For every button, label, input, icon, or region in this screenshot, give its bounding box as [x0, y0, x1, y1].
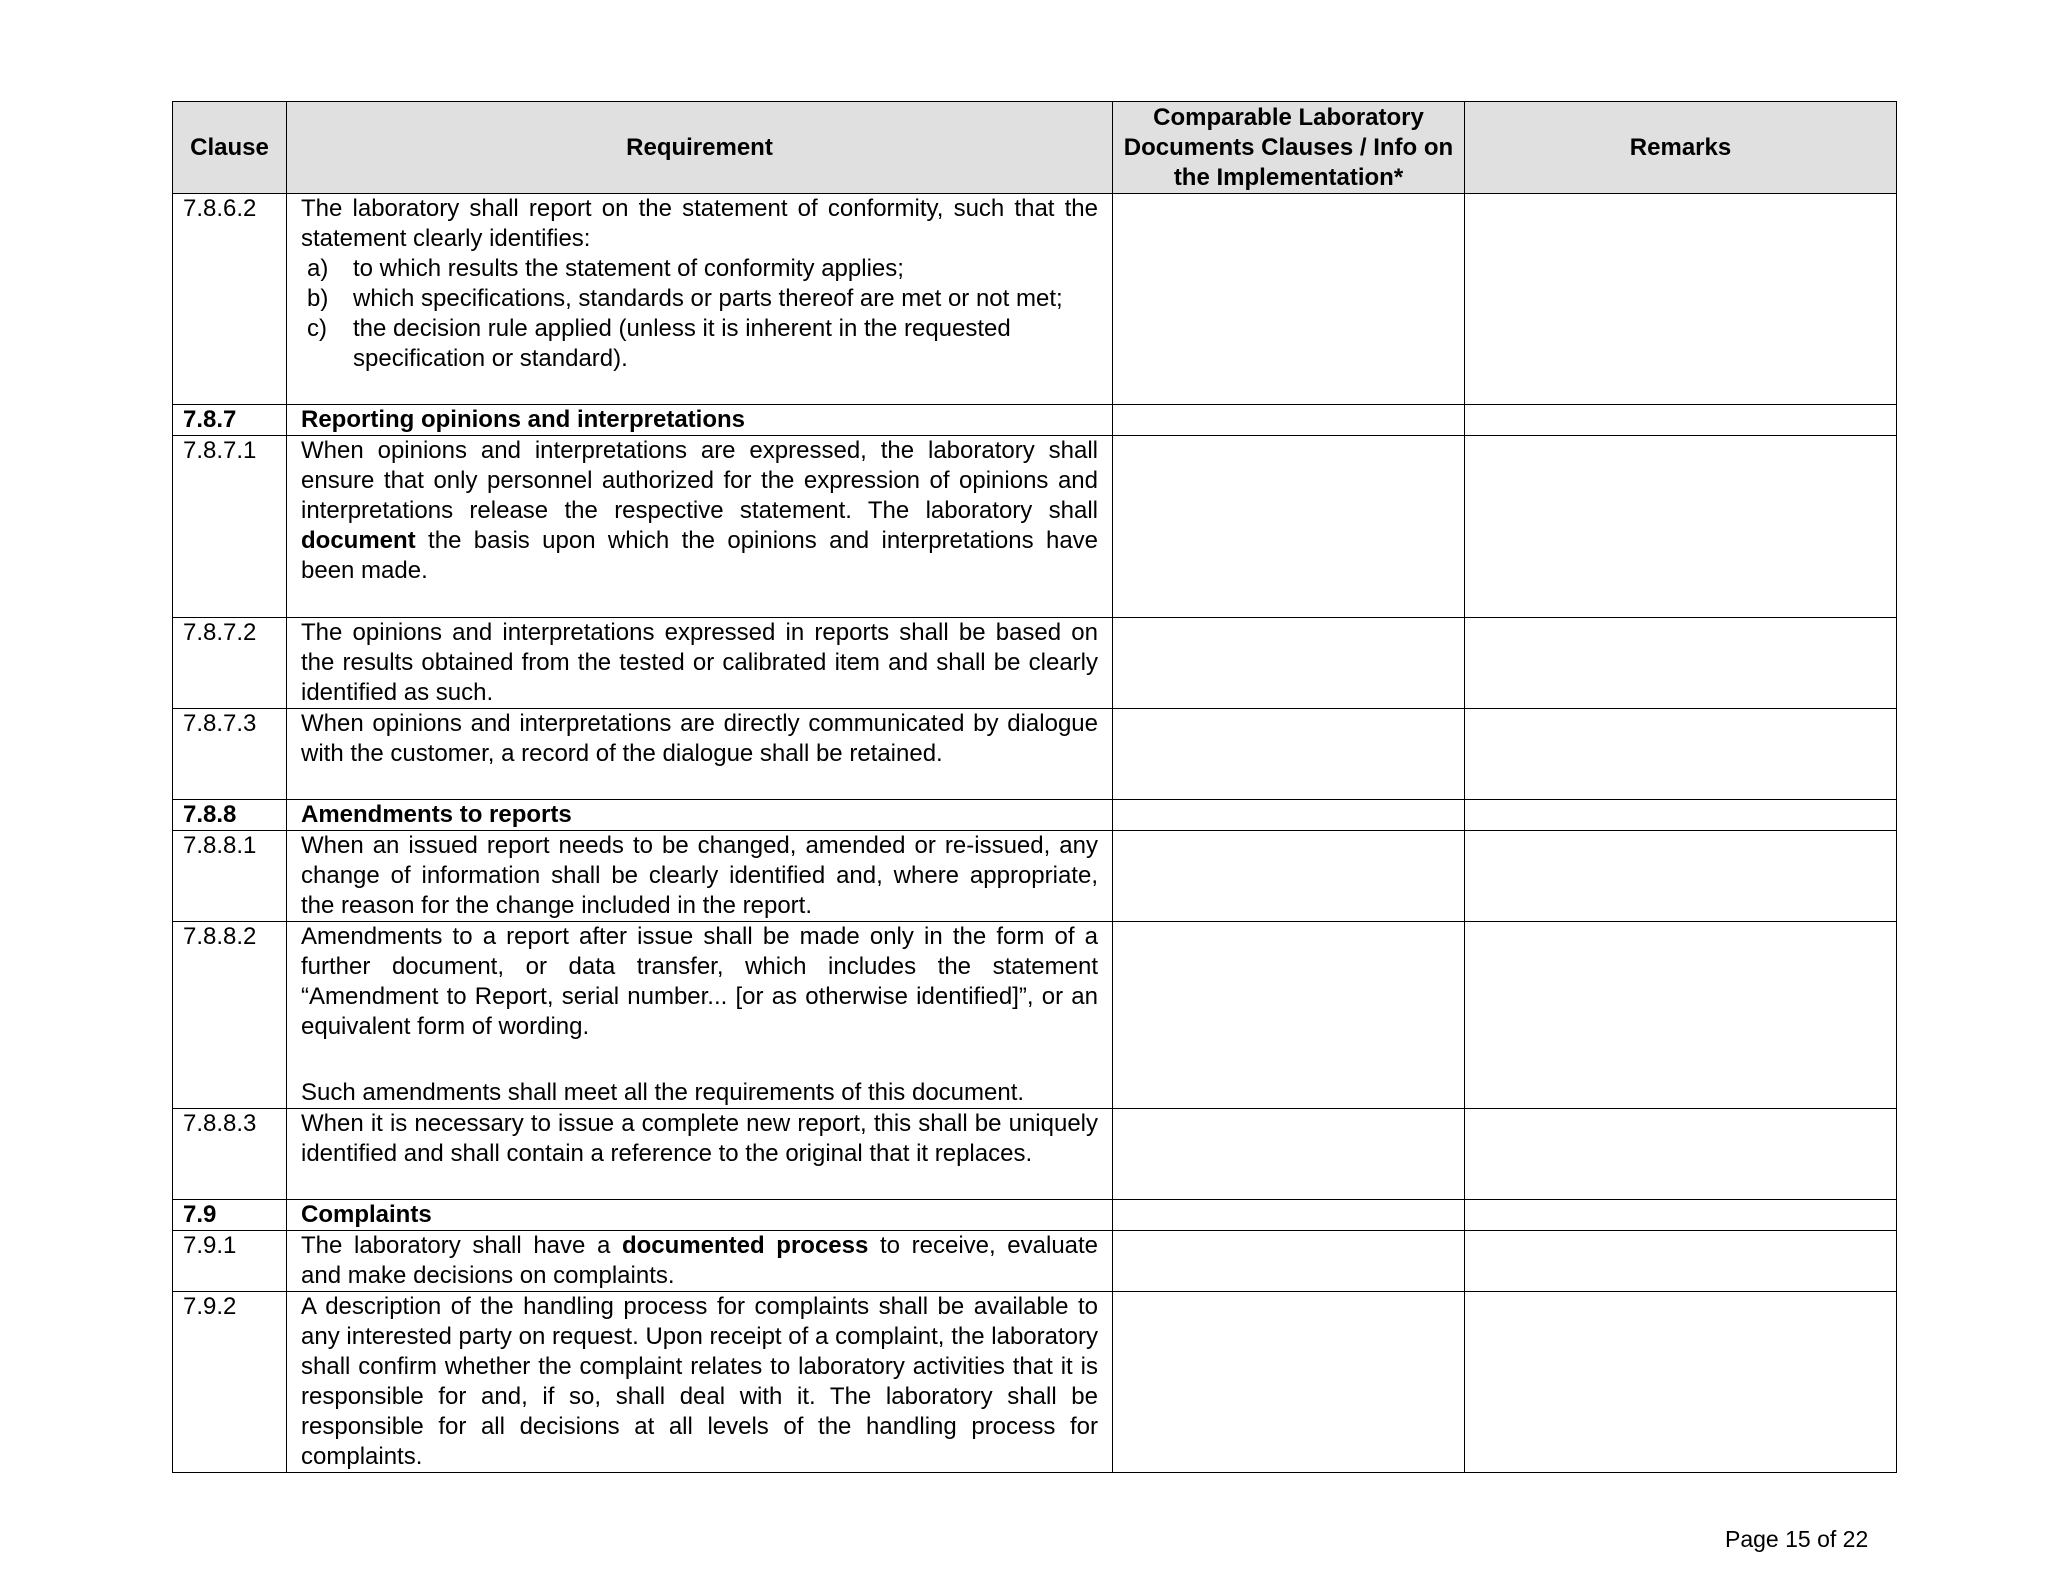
- requirement-cell: [287, 1231, 1113, 1292]
- section-row: [173, 1200, 1897, 1231]
- remarks-cell: [1465, 1200, 1897, 1231]
- comparable-documents-cell: [1113, 436, 1465, 618]
- clause-number: 7.8.8.2: [173, 922, 287, 1109]
- requirement-text: to receive, evaluate and make decisions on complaints.: [301, 1232, 1099, 1289]
- requirement-cell: [287, 922, 1113, 1109]
- remarks-cell: [1465, 831, 1897, 922]
- header-comparable-documents: Comparable Laboratory Documents Clauses / Info on the Implementation*: [1113, 102, 1465, 194]
- remarks-cell: [1465, 405, 1897, 436]
- section-row: [173, 800, 1897, 831]
- comparable-documents-cell: [1113, 618, 1465, 709]
- header-remarks: Remarks: [1465, 102, 1897, 194]
- remarks-cell: [1465, 800, 1897, 831]
- table-row: [173, 1109, 1897, 1200]
- clause-number: 7.9.2: [173, 1292, 287, 1473]
- comparable-documents-cell: [1113, 709, 1465, 800]
- paragraph-gap: [301, 1042, 1098, 1078]
- requirement-text: The opinions and interpretations expressed in reports shall be based on the results obtained from the tested or calibrated item and shall be clearly identified as such.: [287, 618, 1113, 709]
- table-row: [173, 618, 1897, 709]
- section-clause-number: 7.9: [173, 1200, 287, 1231]
- comparable-documents-cell: [1113, 800, 1465, 831]
- requirement-text: When an issued report needs to be changed, amended or re-issued, any change of information shall be clearly identified and, where appropriate, the reason for the change included in the report.: [287, 831, 1113, 922]
- requirement-text: A description of the handling process for complaints shall be available to any interested party on request. Upon receipt of a complaint, the laboratory shall confirm whether the complaint relates to laboratory activities that it is responsible for and, if so, shall deal with it. The laboratory shall be responsible for all decisions at all levels of the handling process for complaints.: [287, 1292, 1113, 1473]
- list-item-text: which specifications, standards or parts thereof are met or not met;: [353, 285, 1063, 312]
- remarks-cell: [1465, 618, 1897, 709]
- list-marker: c): [307, 315, 327, 342]
- page-number: Page 15 of 22: [1725, 1526, 1869, 1552]
- list-item-text: to which results the statement of conformity applies;: [353, 255, 904, 282]
- clause-number: 7.9.1: [173, 1231, 287, 1292]
- list-item: [301, 254, 1098, 284]
- list-item: [301, 284, 1098, 314]
- requirement-text: the basis upon which the opinions and interpretations have been made.: [301, 527, 1099, 584]
- header-clause: Clause: [173, 102, 287, 194]
- clause-number: 7.8.8.3: [173, 1109, 287, 1200]
- section-clause-number: 7.8.7: [173, 405, 287, 436]
- comparable-documents-cell: [1113, 1109, 1465, 1200]
- requirement-cell: [287, 436, 1113, 618]
- clause-number: 7.8.7.3: [173, 709, 287, 800]
- requirement-intro: The laboratory shall report on the statement of conformity, such that the statement clearly identifies:: [301, 195, 1098, 252]
- requirements-table: [172, 101, 1897, 1473]
- clause-number: 7.8.7.2: [173, 618, 287, 709]
- comparable-documents-cell: [1113, 922, 1465, 1109]
- requirement-emphasis: document: [301, 527, 416, 554]
- clause-number: 7.8.8.1: [173, 831, 287, 922]
- section-clause-number: 7.8.8: [173, 800, 287, 831]
- table-row: [173, 709, 1897, 800]
- remarks-cell: [1465, 709, 1897, 800]
- requirement-cell: [287, 194, 1113, 405]
- table-header-row: [173, 102, 1897, 194]
- list-item: [301, 314, 1098, 374]
- remarks-cell: [1465, 436, 1897, 618]
- list-marker: a): [307, 255, 329, 282]
- table-row: [173, 1231, 1897, 1292]
- remarks-cell: [1465, 1292, 1897, 1473]
- comparable-documents-cell: [1113, 1200, 1465, 1231]
- requirement-text: When it is necessary to issue a complete new report, this shall be uniquely identified and shall contain a reference to the original that it replaces.: [287, 1109, 1113, 1200]
- requirement-text: Amendments to a report after issue shall be made only in the form of a further document, or data transfer, which includes the statement “Amendment to Report, serial number... [or as otherwise identified]”, or an equivalent form of wording.: [301, 923, 1098, 1040]
- section-title: Reporting opinions and interpretations: [287, 405, 1113, 436]
- clause-number: 7.8.6.2: [173, 194, 287, 405]
- list-item-text: the decision rule applied (unless it is inherent in the requested specification or standard).: [353, 315, 1011, 372]
- section-row: [173, 405, 1897, 436]
- requirement-list: [301, 254, 1098, 374]
- table-row: [173, 194, 1897, 405]
- comparable-documents-cell: [1113, 1292, 1465, 1473]
- header-requirement: Requirement: [287, 102, 1113, 194]
- table-row: [173, 922, 1897, 1109]
- requirement-text: Such amendments shall meet all the requirements of this document.: [301, 1079, 1025, 1106]
- remarks-cell: [1465, 194, 1897, 405]
- requirement-text: When opinions and interpretations are directly communicated by dialogue with the customer, a record of the dialogue shall be retained.: [287, 709, 1113, 800]
- table-row: [173, 436, 1897, 618]
- remarks-cell: [1465, 922, 1897, 1109]
- clause-number: 7.8.7.1: [173, 436, 287, 618]
- table-row: [173, 1292, 1897, 1473]
- requirement-emphasis: documented process: [621, 1232, 869, 1259]
- comparable-documents-cell: [1113, 1231, 1465, 1292]
- section-title: Complaints: [287, 1200, 1113, 1231]
- requirement-text: The laboratory shall have a: [301, 1232, 611, 1259]
- comparable-documents-cell: [1113, 194, 1465, 405]
- table-row: [173, 831, 1897, 922]
- remarks-cell: [1465, 1109, 1897, 1200]
- comparable-documents-cell: [1113, 405, 1465, 436]
- remarks-cell: [1465, 1231, 1897, 1292]
- comparable-documents-cell: [1113, 831, 1465, 922]
- requirement-text: When opinions and interpretations are expressed, the laboratory shall ensure that only personnel authorized for the expression of opinions and interpretations release the respective statement. The laboratory shall: [301, 437, 1098, 524]
- section-title: Amendments to reports: [287, 800, 1113, 831]
- list-marker: b): [307, 285, 329, 312]
